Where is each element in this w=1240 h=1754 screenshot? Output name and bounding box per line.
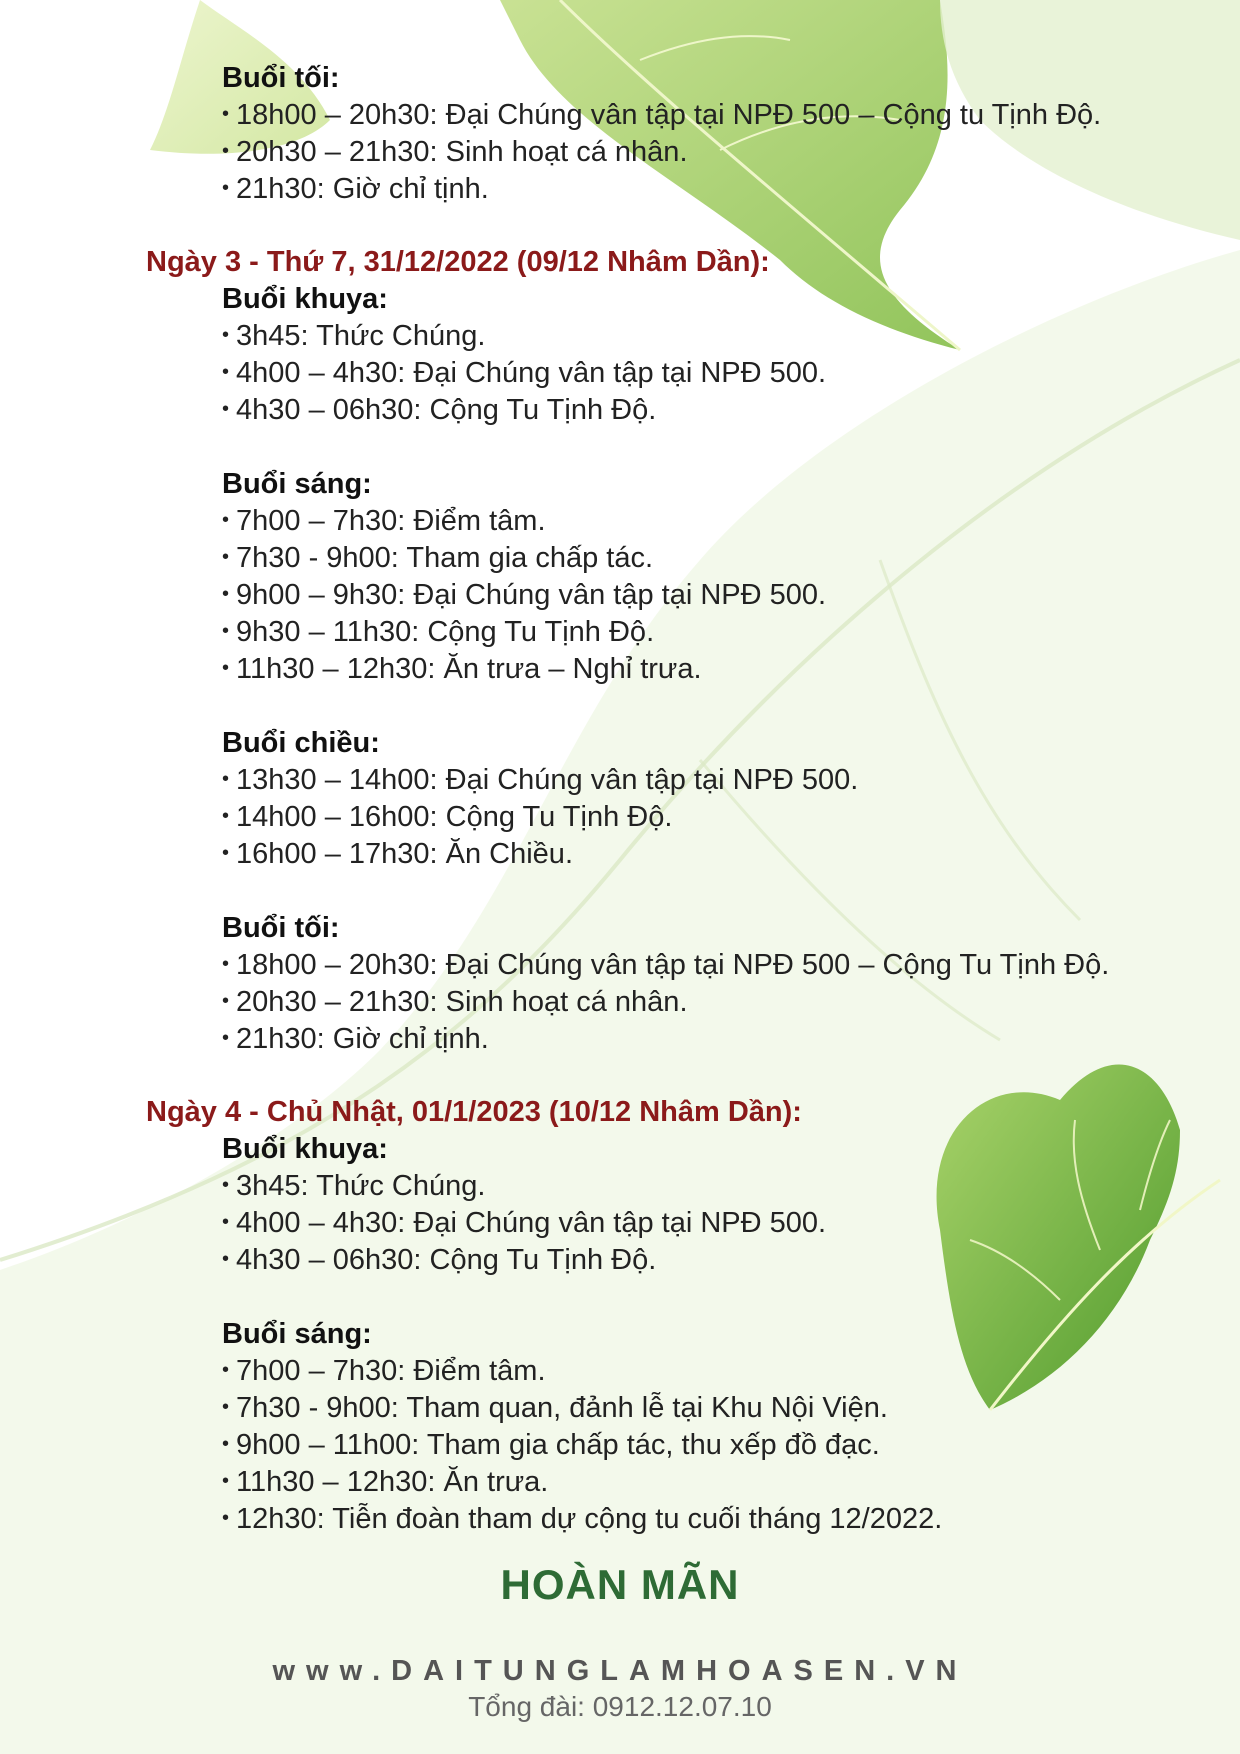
list-item: • 9h00 – 11h00: Tham gia chấp tác, thu xếp đồ đạc. — [222, 1429, 880, 1461]
session-title: Buổi khuya: — [222, 283, 388, 315]
list-item: • 14h00 – 16h00: Cộng Tu Tịnh Độ. — [222, 801, 673, 833]
list-item: • 7h00 – 7h30: Điểm tâm. — [222, 505, 546, 537]
day-heading: Ngày 3 - Thứ 7, 31/12/2022 (09/12 Nhâm Dần): — [146, 246, 770, 278]
session-title: Buổi sáng: — [222, 1318, 372, 1350]
list-item: • 4h00 – 4h30: Đại Chúng vân tập tại NPĐ 500. — [222, 357, 827, 389]
list-item: • 7h30 - 9h00: Tham quan, đảnh lễ tại Khu Nội Viện. — [222, 1392, 888, 1424]
hotline-text: Tổng đài: 0912.12.07.10 — [468, 1691, 772, 1722]
closing-title: HOÀN MÃN — [500, 1561, 740, 1608]
list-item: • 20h30 – 21h30: Sinh hoạt cá nhân. — [222, 136, 688, 168]
list-item: • 9h30 – 11h30: Cộng Tu Tịnh Độ. — [222, 616, 655, 648]
session-title: Buổi tối: — [222, 912, 340, 944]
website-link[interactable]: www.DAITUNGLAMHOASEN.VN — [272, 1655, 968, 1687]
list-item: • 18h00 – 20h30: Đại Chúng vân tập tại NPĐ 500 – Cộng tu Tịnh Độ. — [222, 99, 1102, 131]
list-item: • 21h30: Giờ chỉ tịnh. — [222, 1023, 489, 1055]
list-item: • 12h30: Tiễn đoàn tham dự cộng tu cuối tháng 12/2022. — [222, 1503, 943, 1535]
list-item: • 13h30 – 14h00: Đại Chúng vân tập tại NPĐ 500. — [222, 764, 859, 796]
list-item: • 3h45: Thức Chúng. — [222, 320, 486, 352]
list-item: • 16h00 – 17h30: Ăn Chiều. — [222, 838, 573, 870]
session-title: Buổi chiều: — [222, 727, 380, 759]
session-title: Buổi sáng: — [222, 468, 372, 500]
list-item: • 18h00 – 20h30: Đại Chúng vân tập tại NPĐ 500 – Cộng Tu Tịnh Độ. — [222, 949, 1110, 981]
list-item: • 20h30 – 21h30: Sinh hoạt cá nhân. — [222, 986, 688, 1018]
list-item: • 9h00 – 9h30: Đại Chúng vân tập tại NPĐ 500. — [222, 579, 827, 611]
list-item: • 21h30: Giờ chỉ tịnh. — [222, 173, 489, 205]
list-item: • 11h30 – 12h30: Ăn trưa – Nghỉ trưa. — [222, 653, 702, 685]
session-title: Buổi khuya: — [222, 1133, 388, 1165]
leaf-top-center — [500, 0, 960, 350]
list-item: • 4h30 – 06h30: Cộng Tu Tịnh Độ. — [222, 1244, 657, 1276]
list-item: • 7h30 - 9h00: Tham gia chấp tác. — [222, 542, 654, 574]
list-item: • 3h45: Thức Chúng. — [222, 1170, 486, 1202]
day-heading: Ngày 4 - Chủ Nhật, 01/1/2023 (10/12 Nhâm Dần): — [146, 1096, 802, 1128]
list-item: • 4h30 – 06h30: Cộng Tu Tịnh Độ. — [222, 394, 657, 426]
list-item: • 7h00 – 7h30: Điểm tâm. — [222, 1355, 546, 1387]
list-item: • 4h00 – 4h30: Đại Chúng vân tập tại NPĐ 500. — [222, 1207, 827, 1239]
list-item: • 11h30 – 12h30: Ăn trưa. — [222, 1466, 549, 1498]
session-title: Buổi tối: — [222, 62, 340, 94]
